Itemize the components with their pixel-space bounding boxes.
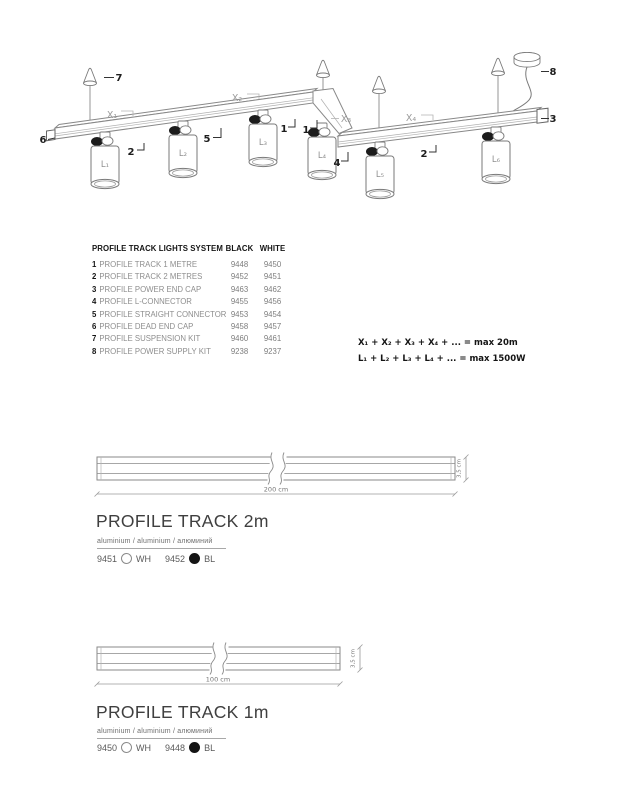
svg-text:X₁: X₁ [106,110,118,121]
svg-text:7: 7 [115,73,123,84]
option-code: 9448 [165,742,186,753]
track-lower [338,108,541,148]
option-code: 9450 [97,742,118,753]
lamp-label: L₅ [375,170,385,180]
product-options-2m [97,553,215,564]
svg-text:1: 1 [302,125,310,136]
black-swatch [189,742,200,753]
white-swatch [121,742,132,753]
lamp-label: L₄ [317,151,327,161]
table-row: 5 PROFILE STRAIGHT CONNECTOR 9453 9454 [92,309,282,319]
option-finish: BL [204,742,216,753]
svg-text:8: 8 [549,67,557,78]
svg-text:X₂: X₂ [231,93,243,104]
svg-text:6: 6 [39,135,47,146]
option-finish: WH [136,553,152,564]
track-drawing-1m [0,638,622,700]
lamp-label: L₂ [178,149,188,159]
product-table [92,244,289,358]
product-materials-1m: aluminium / aluminium / алюминий [97,728,226,739]
capacity-formulas [358,336,526,367]
power-end-cap [537,108,548,123]
table-row: 3 PROFILE POWER END CAP 9463 9462 [92,284,282,294]
svg-text:3: 3 [549,114,557,125]
height-label-1m: 3,5 cm [350,649,357,668]
suspension-cone [492,58,505,75]
svg-text:5: 5 [203,134,211,145]
table-row: 1 PROFILE TRACK 1 METRE 9448 9450 [92,260,282,269]
white-swatch [121,553,132,564]
product-title-1m: PROFILE TRACK 1m [96,702,269,722]
table-row: 6 PROFILE DEAD END CAP 9458 9457 [92,322,282,332]
height-dimension-1m [358,645,363,673]
table-header [92,244,289,253]
svg-text:X₃: X₃ [340,114,352,125]
length-label-1m: 100 cm [205,675,231,684]
formula-max-power: L₁ + L₂ + L₃ + L₄ + ... = max 1500W [358,353,526,364]
formula-max-length: X₁ + X₂ + X₃ + X₄ + ... = max 20m [358,338,518,348]
column-header-white: WHITE [259,244,286,253]
option-finish: WH [136,742,152,753]
option-finish: BL [204,553,216,564]
suspension-cone [317,60,330,77]
table-row: 2 PROFILE TRACK 2 METRES 9452 9451 [92,272,282,282]
svg-text:4: 4 [333,158,341,169]
table-row: 8 PROFILE POWER SUPPLY KIT 9238 9237 [92,346,282,356]
table-row: 4 PROFILE L-CONNECTOR 9455 9456 [92,297,282,307]
power-supply-puck [514,52,540,67]
track-drawing-2m [0,448,622,510]
height-label-2m: 3,5 cm [456,459,463,478]
option-code: 9451 [97,553,118,564]
table-title: PROFILE TRACK LIGHTS SYSTEM [92,244,223,253]
product-title-2m: PROFILE TRACK 2m [96,511,269,531]
black-swatch [189,553,200,564]
height-dimension-2m [464,455,469,483]
track-system-diagram [0,0,622,235]
track-bar-1m [97,643,340,675]
column-header-black: BLACK [225,244,254,253]
svg-text:X₄: X₄ [405,113,417,124]
table-row: 7 PROFILE SUSPENSION KIT 9460 9461 [92,334,282,344]
track-bar-2m [97,453,455,485]
suspension-cone [373,76,386,93]
lamp-label: L₆ [491,155,501,165]
svg-text:2: 2 [127,147,135,158]
svg-text:1: 1 [280,124,288,135]
option-code: 9452 [165,553,186,564]
product-materials-2m: aluminium / aluminium / алюминий [97,538,226,549]
lamp-label: L₁ [100,160,110,170]
svg-text:2: 2 [420,149,428,160]
product-options-1m [97,742,215,753]
suspension-cone [84,68,97,85]
length-label-2m: 200 cm [263,485,289,494]
lamp-label: L₃ [258,138,268,148]
